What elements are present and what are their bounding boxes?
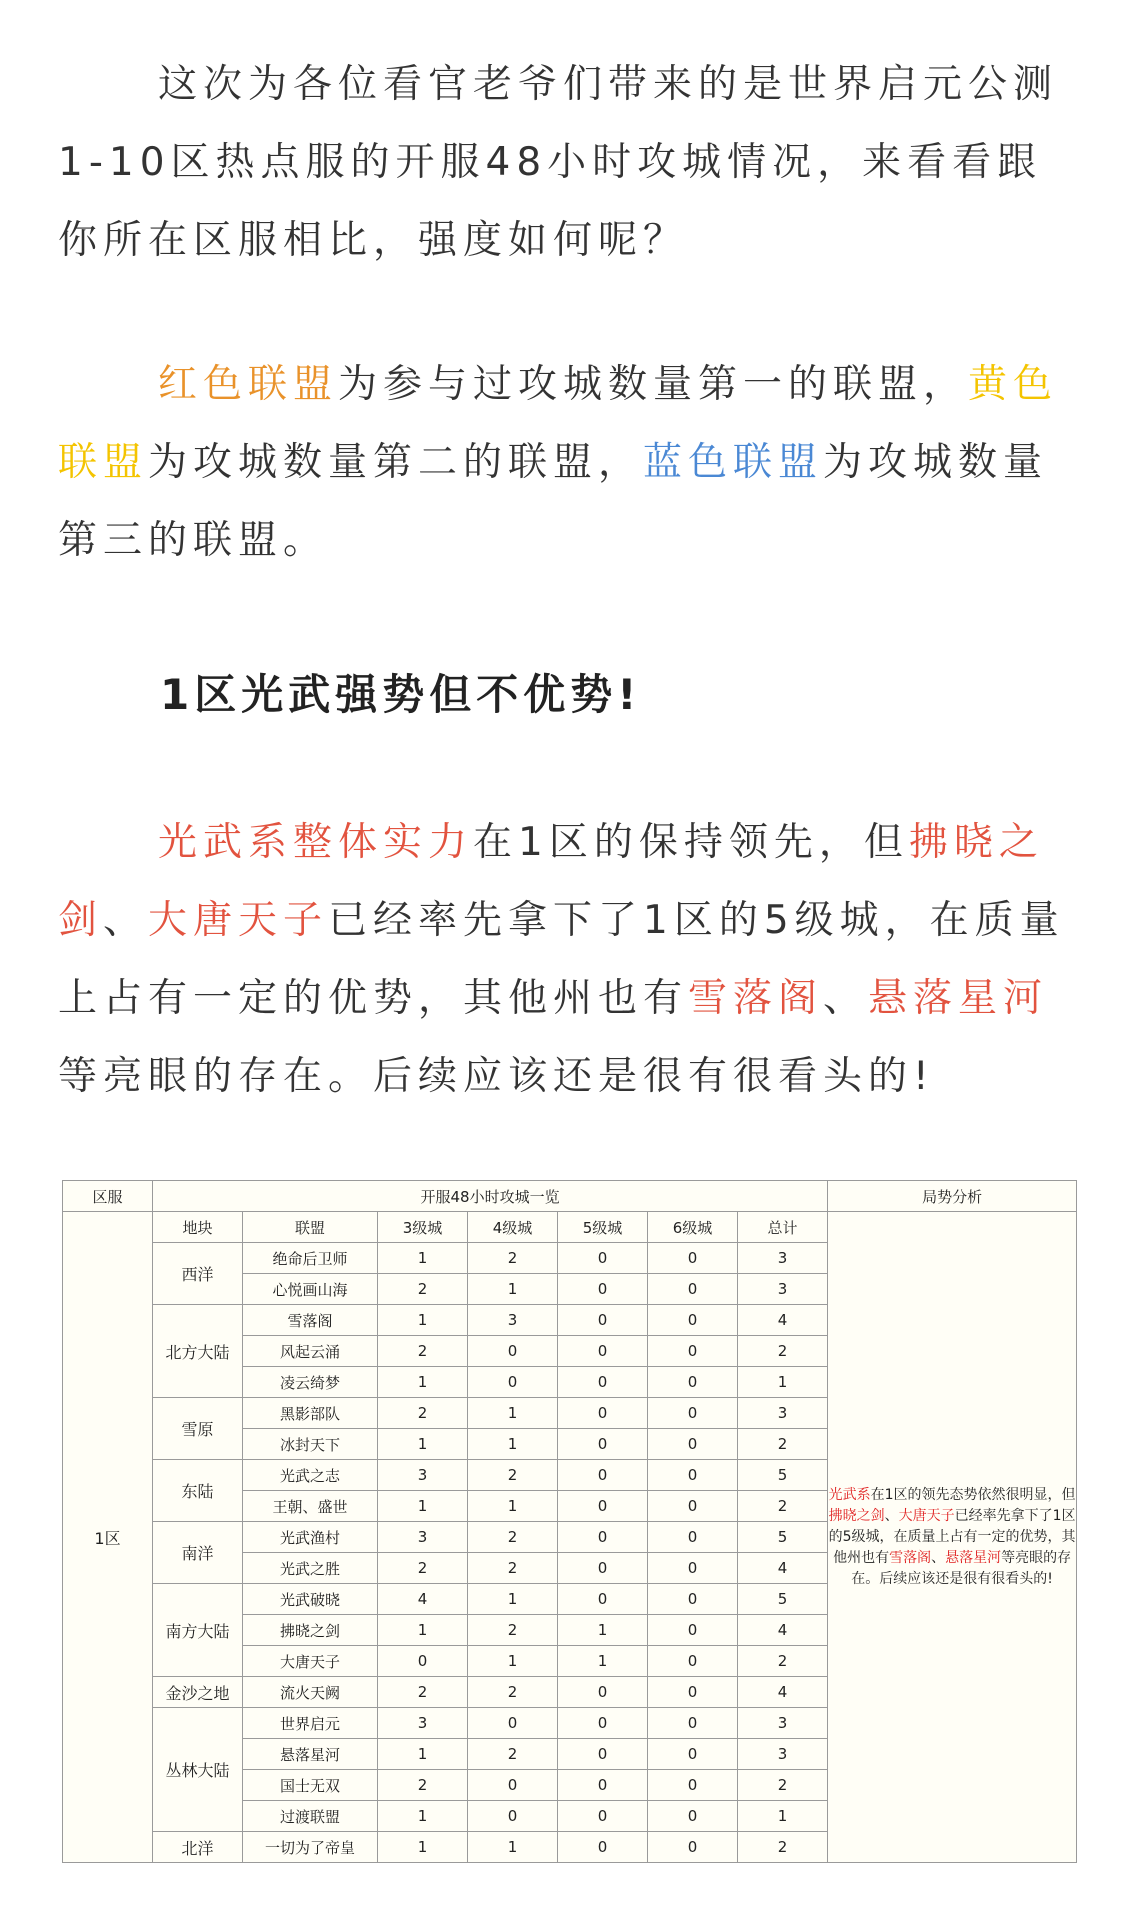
lv5-cell: 0 — [558, 1336, 648, 1367]
summary-text-5: 等亮眼的存在。后续应该还是很有很看头的! — [58, 1054, 935, 1099]
lv5-cell: 0 — [558, 1367, 648, 1398]
analysis-text-3: 已经率先拿下了1区的5级城，在质量上占有一定的优势，其他州也有 — [828, 1507, 1076, 1566]
alliance-cell: 一切为了帝皇 — [243, 1832, 378, 1863]
header-analysis: 局势分析 — [828, 1181, 1077, 1212]
header-lv3: 3级城 — [378, 1212, 468, 1243]
total-cell: 2 — [738, 1646, 828, 1677]
lv5-cell: 0 — [558, 1801, 648, 1832]
analysis-text-4: 、 — [931, 1549, 946, 1566]
total-cell: 3 — [738, 1274, 828, 1305]
lv3-cell: 1 — [378, 1615, 468, 1646]
total-cell: 4 — [738, 1677, 828, 1708]
lv4-cell: 1 — [468, 1429, 558, 1460]
lv5-cell: 0 — [558, 1677, 648, 1708]
lv3-cell: 3 — [378, 1522, 468, 1553]
summary-text-1: 在1区的保持领先，但 — [473, 820, 909, 865]
lv5-cell: 0 — [558, 1553, 648, 1584]
lv5-cell: 1 — [558, 1646, 648, 1677]
legend-text-2: 为攻城数量第二的联盟， — [148, 440, 644, 485]
lv6-cell: 0 — [648, 1801, 738, 1832]
siege-table-image — [62, 1180, 1076, 1858]
alliance-cell: 国士无双 — [243, 1770, 378, 1801]
region-cell: 南方大陆 — [153, 1584, 243, 1677]
lv6-cell: 0 — [648, 1677, 738, 1708]
analysis-highlight-xueluoge: 雪落阁 — [889, 1549, 932, 1566]
header-lv5: 5级城 — [558, 1212, 648, 1243]
lv3-cell: 2 — [378, 1677, 468, 1708]
total-cell: 5 — [738, 1522, 828, 1553]
total-cell: 1 — [738, 1367, 828, 1398]
alliance-cell: 光武之志 — [243, 1460, 378, 1491]
lv3-cell: 1 — [378, 1832, 468, 1863]
lv5-cell: 0 — [558, 1429, 648, 1460]
total-cell: 5 — [738, 1584, 828, 1615]
analysis-highlight-guangwu: 光武系 — [828, 1486, 871, 1503]
total-cell: 2 — [738, 1336, 828, 1367]
lv5-cell: 0 — [558, 1398, 648, 1429]
lv4-cell: 1 — [468, 1398, 558, 1429]
lv3-cell: 2 — [378, 1553, 468, 1584]
region-cell: 北洋 — [153, 1832, 243, 1863]
lv3-cell: 3 — [378, 1460, 468, 1491]
alliance-cell: 大唐天子 — [243, 1646, 378, 1677]
total-cell: 4 — [738, 1615, 828, 1646]
alliance-cell: 凌云绮梦 — [243, 1367, 378, 1398]
lv5-cell: 0 — [558, 1305, 648, 1336]
lv3-cell: 1 — [378, 1305, 468, 1336]
lv6-cell: 0 — [648, 1336, 738, 1367]
lv5-cell: 0 — [558, 1739, 648, 1770]
region-cell: 西洋 — [153, 1243, 243, 1305]
lv6-cell: 0 — [648, 1305, 738, 1336]
region-cell: 雪原 — [153, 1398, 243, 1460]
lv6-cell: 0 — [648, 1398, 738, 1429]
lv6-cell: 0 — [648, 1460, 738, 1491]
region-cell: 丛林大陆 — [153, 1708, 243, 1832]
lv4-cell: 1 — [468, 1491, 558, 1522]
analysis-text-1: 在1区的领先态势依然很明显，但 — [870, 1486, 1076, 1503]
lv4-cell: 1 — [468, 1832, 558, 1863]
analysis-text-2: 、 — [884, 1507, 899, 1524]
yellow-alliance-label: 黄色联盟 — [58, 362, 1059, 485]
region-cell: 北方大陆 — [153, 1305, 243, 1398]
lv3-cell: 1 — [378, 1491, 468, 1522]
lv5-cell: 0 — [558, 1522, 648, 1553]
header-lv6: 6级城 — [648, 1212, 738, 1243]
header-total: 总计 — [738, 1212, 828, 1243]
highlight-xuanluo: 悬落星河 — [868, 976, 1049, 1021]
lv6-cell: 0 — [648, 1243, 738, 1274]
analysis-text-5: 等亮眼的存在。后续应该还是很有很看头的! — [851, 1549, 1072, 1587]
lv4-cell: 2 — [468, 1677, 558, 1708]
analysis-highlight-fuxiao: 拂晓之剑 — [828, 1507, 885, 1524]
lv5-cell: 0 — [558, 1584, 648, 1615]
lv4-cell: 1 — [468, 1584, 558, 1615]
alliance-cell: 流火天阙 — [243, 1677, 378, 1708]
total-cell: 4 — [738, 1553, 828, 1584]
region-cell: 东陆 — [153, 1460, 243, 1522]
total-cell: 2 — [738, 1429, 828, 1460]
total-cell: 4 — [738, 1305, 828, 1336]
summary-text-2: 、 — [103, 898, 149, 943]
analysis-highlight-datang: 大唐天子 — [898, 1507, 955, 1524]
lv6-cell: 0 — [648, 1429, 738, 1460]
alliance-cell: 光武之胜 — [243, 1553, 378, 1584]
lv6-cell: 0 — [648, 1770, 738, 1801]
lv4-cell: 0 — [468, 1770, 558, 1801]
zone-cell: 1区 — [63, 1212, 153, 1863]
header-lv4: 4级城 — [468, 1212, 558, 1243]
lv3-cell: 0 — [378, 1646, 468, 1677]
alliance-cell: 拂晓之剑 — [243, 1615, 378, 1646]
total-cell: 2 — [738, 1770, 828, 1801]
alliance-cell: 雪落阁 — [243, 1305, 378, 1336]
lv6-cell: 0 — [648, 1832, 738, 1863]
lv4-cell: 2 — [468, 1739, 558, 1770]
header-overview: 开服48小时攻城一览 — [153, 1181, 828, 1212]
lv4-cell: 2 — [468, 1243, 558, 1274]
lv6-cell: 0 — [648, 1584, 738, 1615]
alliance-cell: 心悦画山海 — [243, 1274, 378, 1305]
legend-text-3: 为攻城数量第三的联盟。 — [58, 440, 1049, 563]
lv3-cell: 1 — [378, 1739, 468, 1770]
section-heading: 1区光武强势但不优势! — [160, 670, 642, 719]
siege-table — [62, 1180, 1077, 1863]
legend-text-1: 为参与过攻城数量第一的联盟， — [338, 362, 969, 407]
total-cell: 5 — [738, 1460, 828, 1491]
alliance-cell: 王朝、盛世 — [243, 1491, 378, 1522]
analysis-cell — [828, 1212, 1077, 1863]
lv5-cell: 0 — [558, 1274, 648, 1305]
region-cell: 金沙之地 — [153, 1677, 243, 1708]
header-region: 地块 — [153, 1212, 243, 1243]
alliance-cell: 光武破晓 — [243, 1584, 378, 1615]
lv4-cell: 2 — [468, 1553, 558, 1584]
lv6-cell: 0 — [648, 1708, 738, 1739]
alliance-legend-paragraph — [58, 346, 1078, 580]
highlight-fuxiao: 拂晓之剑 — [58, 820, 1044, 943]
alliance-cell: 过渡联盟 — [243, 1801, 378, 1832]
lv4-cell: 0 — [468, 1801, 558, 1832]
zone-summary-paragraph — [58, 804, 1078, 1116]
lv3-cell: 2 — [378, 1398, 468, 1429]
total-cell: 3 — [738, 1739, 828, 1770]
lv4-cell: 3 — [468, 1305, 558, 1336]
lv6-cell: 0 — [648, 1739, 738, 1770]
lv4-cell: 2 — [468, 1460, 558, 1491]
highlight-datang: 大唐天子 — [148, 898, 329, 943]
lv4-cell: 1 — [468, 1274, 558, 1305]
alliance-cell: 黑影部队 — [243, 1398, 378, 1429]
region-cell: 南洋 — [153, 1522, 243, 1584]
lv3-cell: 2 — [378, 1274, 468, 1305]
analysis-highlight-xuanluo: 悬落星河 — [945, 1549, 1002, 1566]
lv3-cell: 2 — [378, 1770, 468, 1801]
intro-text: 这次为各位看官老爷们带来的是世界启元公测1-10区热点服的开服48小时攻城情况，来看看跟你所在区服相比，强度如何呢？ — [58, 62, 1059, 263]
total-cell: 3 — [738, 1398, 828, 1429]
intro-paragraph — [58, 46, 1078, 280]
lv3-cell: 1 — [378, 1367, 468, 1398]
alliance-cell: 悬落星河 — [243, 1739, 378, 1770]
alliance-cell: 风起云涌 — [243, 1336, 378, 1367]
lv6-cell: 0 — [648, 1522, 738, 1553]
alliance-cell: 冰封天下 — [243, 1429, 378, 1460]
header-alliance: 联盟 — [243, 1212, 378, 1243]
lv6-cell: 0 — [648, 1367, 738, 1398]
lv6-cell: 0 — [648, 1646, 738, 1677]
header-zone: 区服 — [63, 1181, 153, 1212]
lv4-cell: 1 — [468, 1646, 558, 1677]
lv5-cell: 0 — [558, 1770, 648, 1801]
lv3-cell: 2 — [378, 1336, 468, 1367]
total-cell: 3 — [738, 1243, 828, 1274]
lv6-cell: 0 — [648, 1491, 738, 1522]
summary-text-4: 、 — [823, 976, 869, 1021]
lv5-cell: 0 — [558, 1832, 648, 1863]
lv3-cell: 4 — [378, 1584, 468, 1615]
alliance-cell: 世界启元 — [243, 1708, 378, 1739]
lv4-cell: 0 — [468, 1336, 558, 1367]
total-cell: 2 — [738, 1491, 828, 1522]
lv5-cell: 1 — [558, 1615, 648, 1646]
highlight-xueluoge: 雪落阁 — [688, 976, 824, 1021]
total-cell: 3 — [738, 1708, 828, 1739]
lv6-cell: 0 — [648, 1553, 738, 1584]
lv4-cell: 0 — [468, 1367, 558, 1398]
blue-alliance-label: 蓝色联盟 — [643, 440, 824, 485]
alliance-cell: 绝命后卫师 — [243, 1243, 378, 1274]
total-cell: 1 — [738, 1801, 828, 1832]
lv3-cell: 1 — [378, 1429, 468, 1460]
summary-text-3: 已经率先拿下了1区的5级城，在质量上占有一定的优势，其他州也有 — [58, 898, 1065, 1021]
lv5-cell: 0 — [558, 1491, 648, 1522]
red-alliance-label: 红色联盟 — [158, 362, 339, 407]
lv3-cell: 1 — [378, 1243, 468, 1274]
lv3-cell: 3 — [378, 1708, 468, 1739]
lv3-cell: 1 — [378, 1801, 468, 1832]
total-cell: 2 — [738, 1832, 828, 1863]
lv6-cell: 0 — [648, 1615, 738, 1646]
lv5-cell: 0 — [558, 1708, 648, 1739]
lv4-cell: 2 — [468, 1522, 558, 1553]
alliance-cell: 光武渔村 — [243, 1522, 378, 1553]
highlight-guangwu: 光武系整体实力 — [158, 820, 474, 865]
lv5-cell: 0 — [558, 1460, 648, 1491]
lv4-cell: 2 — [468, 1615, 558, 1646]
lv6-cell: 0 — [648, 1274, 738, 1305]
lv4-cell: 0 — [468, 1708, 558, 1739]
lv5-cell: 0 — [558, 1243, 648, 1274]
